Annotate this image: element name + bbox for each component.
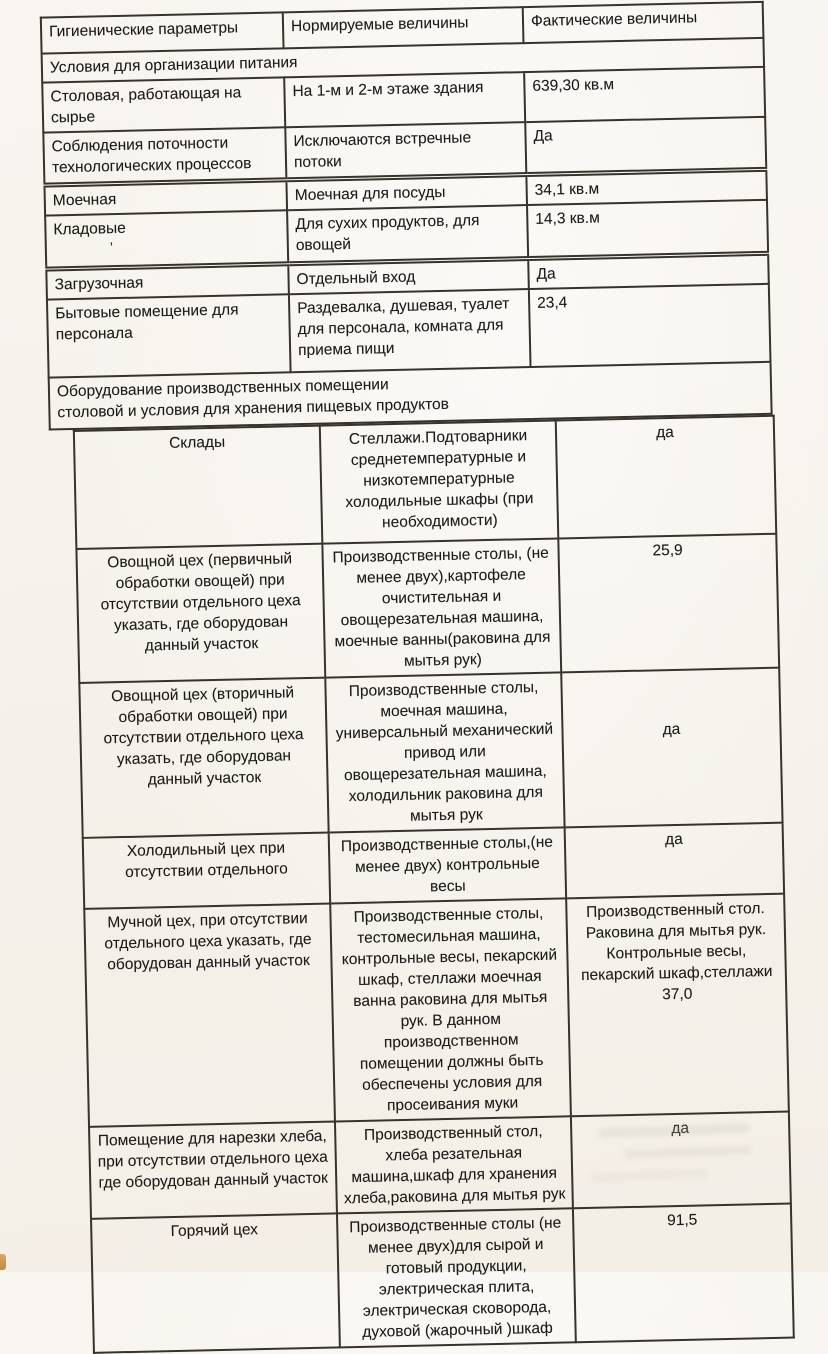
norm-cell: Для сухих продуктов, для овощей <box>287 205 528 264</box>
fact-cell: 91,5 <box>573 1204 794 1343</box>
fact-cell: 34,1 кв.м <box>526 169 767 205</box>
table-row <box>79 668 782 838</box>
norm-cell: Производственные столы (не менее двух)для сырой и готовый продукции, электрическая плита, электрическая сковорода, духовой (жарочный )шкаф <box>337 1208 576 1347</box>
table-row <box>76 534 779 683</box>
param-cell: Соблюдения поточности технологических процессов <box>43 127 286 184</box>
param-cell: Столовая, работающая на сырье <box>42 77 285 132</box>
fact-cell: 14,3 кв.м <box>527 199 768 258</box>
param-cell: Моечная <box>44 179 287 215</box>
fact-text: Производственный стол. Раковина для мытья рук. Контрольные весы, пекарский шкаф,стеллажи <box>580 900 773 985</box>
norm-cell: Производственный стол, хлеба резательная машина,шкаф для хранения хлеба,раковина для мытья рук <box>335 1116 573 1213</box>
stray-pen-mark: ’ <box>109 238 114 255</box>
norm-cell: Отдельный вход <box>288 259 529 295</box>
scan-corner-artifact <box>0 1254 6 1270</box>
section-header-equipment-line1: Оборудование производственных помещении <box>56 376 389 401</box>
fact-cell: да <box>561 668 782 828</box>
table-row <box>84 894 789 1127</box>
fact-area-value: 37,0 <box>661 985 693 1004</box>
fact-cell: да <box>565 823 784 899</box>
norm-cell: Производственные столы, тестомесильная машина, контрольные весы, пекарский шкаф, стеллажи моечная ванна раковина для мытья рук. В данном производственном помещении должны быть обеспечены условия для просеивания муки <box>330 898 571 1121</box>
scanned-document <box>40 1 793 1354</box>
table-row <box>89 1112 791 1219</box>
param-cell: Мучной цех, при отсутствии отдельного цеха указать, где оборудован данный участок <box>84 904 335 1127</box>
norm-cell: Исключаются встречные потоки <box>285 122 526 179</box>
param-cell: Загрузочная <box>46 264 289 300</box>
col-header-normalized-values: Нормируемые величины <box>283 7 524 48</box>
section-header-equipment-line2: столовой и условия для хранения пищевых продуктов <box>57 395 450 422</box>
equipment-table <box>73 415 795 1354</box>
fact-cell: 23,4 <box>529 284 771 367</box>
norm-cell: Стеллажи.Подтоварники среднетемпературные и низкотемпературные холодильные шкафы (при необходимости) <box>320 420 559 543</box>
table-row <box>74 416 776 549</box>
param-cell: Помещение для нарезки хлеба, при отсутствии отдельного цеха где оборудован данный участок <box>89 1121 337 1218</box>
norm-cell: Раздевалка, душевая, туалет для персонала, комната для приема пищи <box>289 289 531 372</box>
param-label: Кладовые <box>53 219 126 238</box>
col-header-actual-values: Фактические величины <box>523 2 764 43</box>
fact-cell <box>566 894 789 1117</box>
fact-cell: 639,30 кв.м <box>524 67 765 122</box>
fact-cell: да <box>556 416 777 539</box>
fact-cell: Да <box>525 117 766 174</box>
param-cell: Холодильный цех при отсутствии отдельного <box>83 833 330 909</box>
fact-cell: да <box>571 1112 791 1209</box>
norm-cell: Производственные столы,(не менее двух) контрольные весы <box>329 827 566 903</box>
section-header-food-conditions: Условия для организации питания <box>42 38 764 83</box>
norm-cell: Моечная для посуды <box>286 174 527 210</box>
fact-cell: 25,9 <box>558 534 779 673</box>
param-cell: Овощной цех (первичный обработки овощей) при отсутствии отдельного цеха указать, где оборудован данный участок <box>76 544 325 683</box>
norm-cell: Производственные столы, (не менее двух),картофеле очистительная и овощерезательная машина, моечные ванны(раковина для мытья рук) <box>322 538 561 677</box>
param-cell <box>45 210 288 269</box>
norm-cell: Производственные столы, моечная машина, универсальный механический привод или овощерезательная машина, холодильник раковина для мытья рук <box>325 672 564 832</box>
param-cell: Склады <box>74 426 323 549</box>
hygiene-parameters-table <box>40 1 773 431</box>
col-header-hygiene-parameters: Гигиенические параметры <box>41 12 284 53</box>
norm-cell: На 1-м и 2-м этаже здания <box>284 72 525 127</box>
param-cell: Горячий цех <box>91 1213 340 1352</box>
param-cell: Овощной цех (вторичный обработки овощей) при отсутствии отдельного цеха указать, где оборудован данный участок <box>79 678 328 838</box>
param-cell: Бытовые помещение для персонала <box>47 294 291 377</box>
fact-cell: Да <box>528 253 769 289</box>
table-row <box>91 1204 794 1353</box>
